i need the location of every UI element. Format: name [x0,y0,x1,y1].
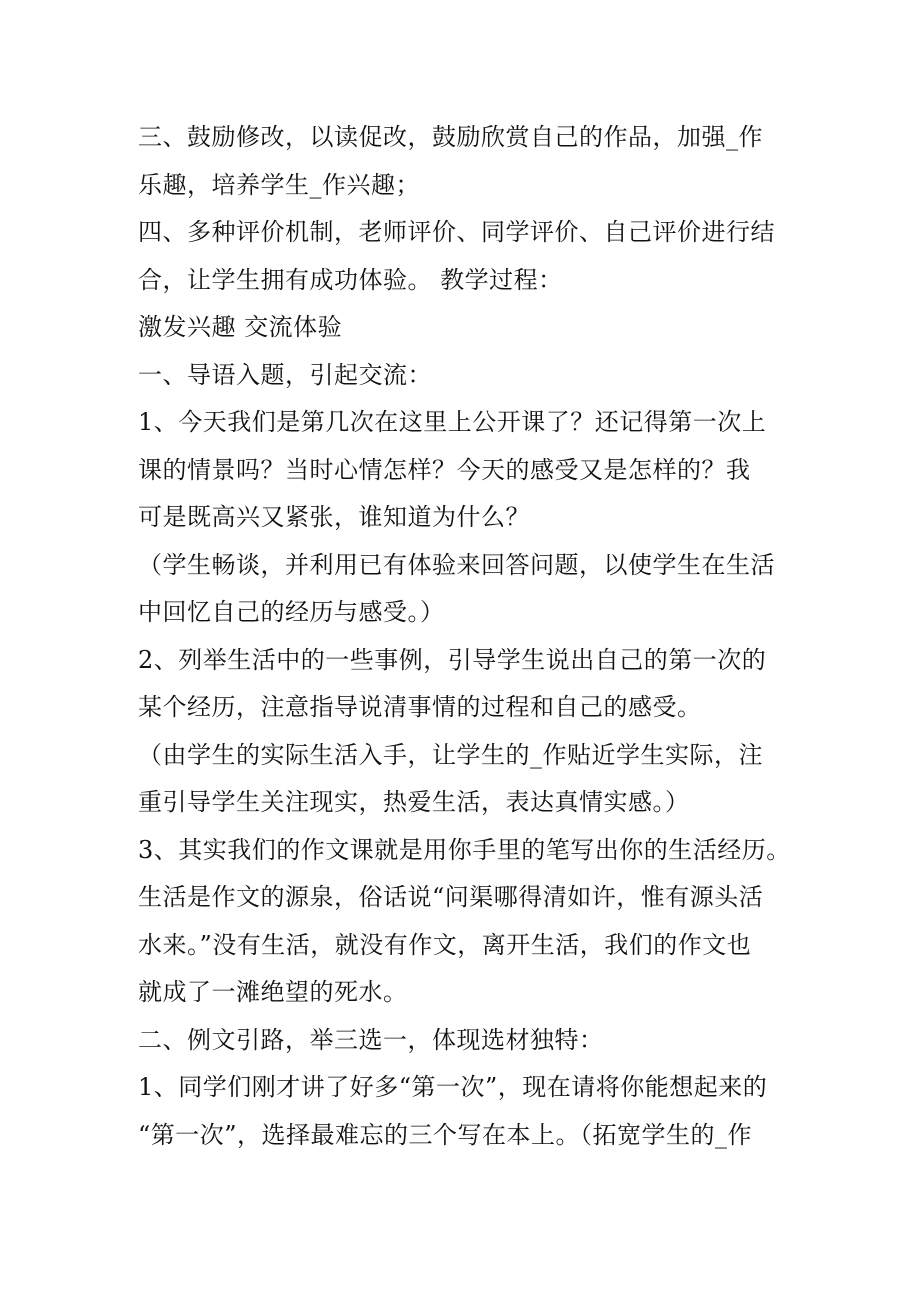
text-line: 中回忆自己的经历与感受。） [138,598,445,626]
text-line: 三、鼓励修改，以读促改，鼓励欣赏自己的作品，加强_作 [138,123,763,151]
text-line: 某个经历，注意指导说清事情的过程和自己的感受。 [138,693,702,721]
section-heading: 激发兴趣 交流体验 [138,313,343,341]
text-line: 乐趣，培养学生_作兴趣； [138,170,420,199]
text-line: 3、其实我们的作文课就是用你手里的笔写出你的生活经历。 [138,835,791,864]
text-line: 生活是作文的源泉，俗话说“问渠哪得清如许，惟有源头活 [138,883,764,911]
section-heading: 一、导语入题，引起交流： [138,360,432,389]
text-line: “第一次”，选择最难忘的三个写在本上。（拓宽学生的_作 [138,1120,753,1149]
text-line: （学生畅谈，并利用已有体验来回答问题，以使学生在生活 [138,550,775,579]
text-line: 可是既高兴又紧张，谁知道为什么？ [138,503,530,531]
text-line: （由学生的实际生活入手，让学生的_作贴近学生实际，注 [138,740,763,769]
text-line: 课的情景吗？当时心情怎样？今天的感受又是怎样的？我 [138,455,751,484]
section-heading: 二、例文引路，举三选一，体现选材独特： [138,1025,604,1054]
text-line: 1、今天我们是第几次在这里上公开课了？还记得第一次上 [138,408,767,436]
text-line: 合，让学生拥有成功体验。 教学过程： [138,265,563,294]
text-line: 四、多种评价机制，老师评价、同学评价、自己评价进行结 [138,218,775,246]
text-line: 重引导学生关注现实，热爱生活，表达真情实感。） [138,788,690,816]
text-line: 2、列举生活中的一些事例，引导学生说出自己的第一次的 [138,645,767,674]
text-line: 水来。”没有生活，就没有作文，离开生活，我们的作文也 [138,930,752,959]
text-line: 就成了一滩绝望的死水。 [138,978,408,1006]
document-body [138,114,798,1159]
text-line: 1、同学们刚才讲了好多“第一次”，现在请将你能想起来的 [138,1073,768,1101]
